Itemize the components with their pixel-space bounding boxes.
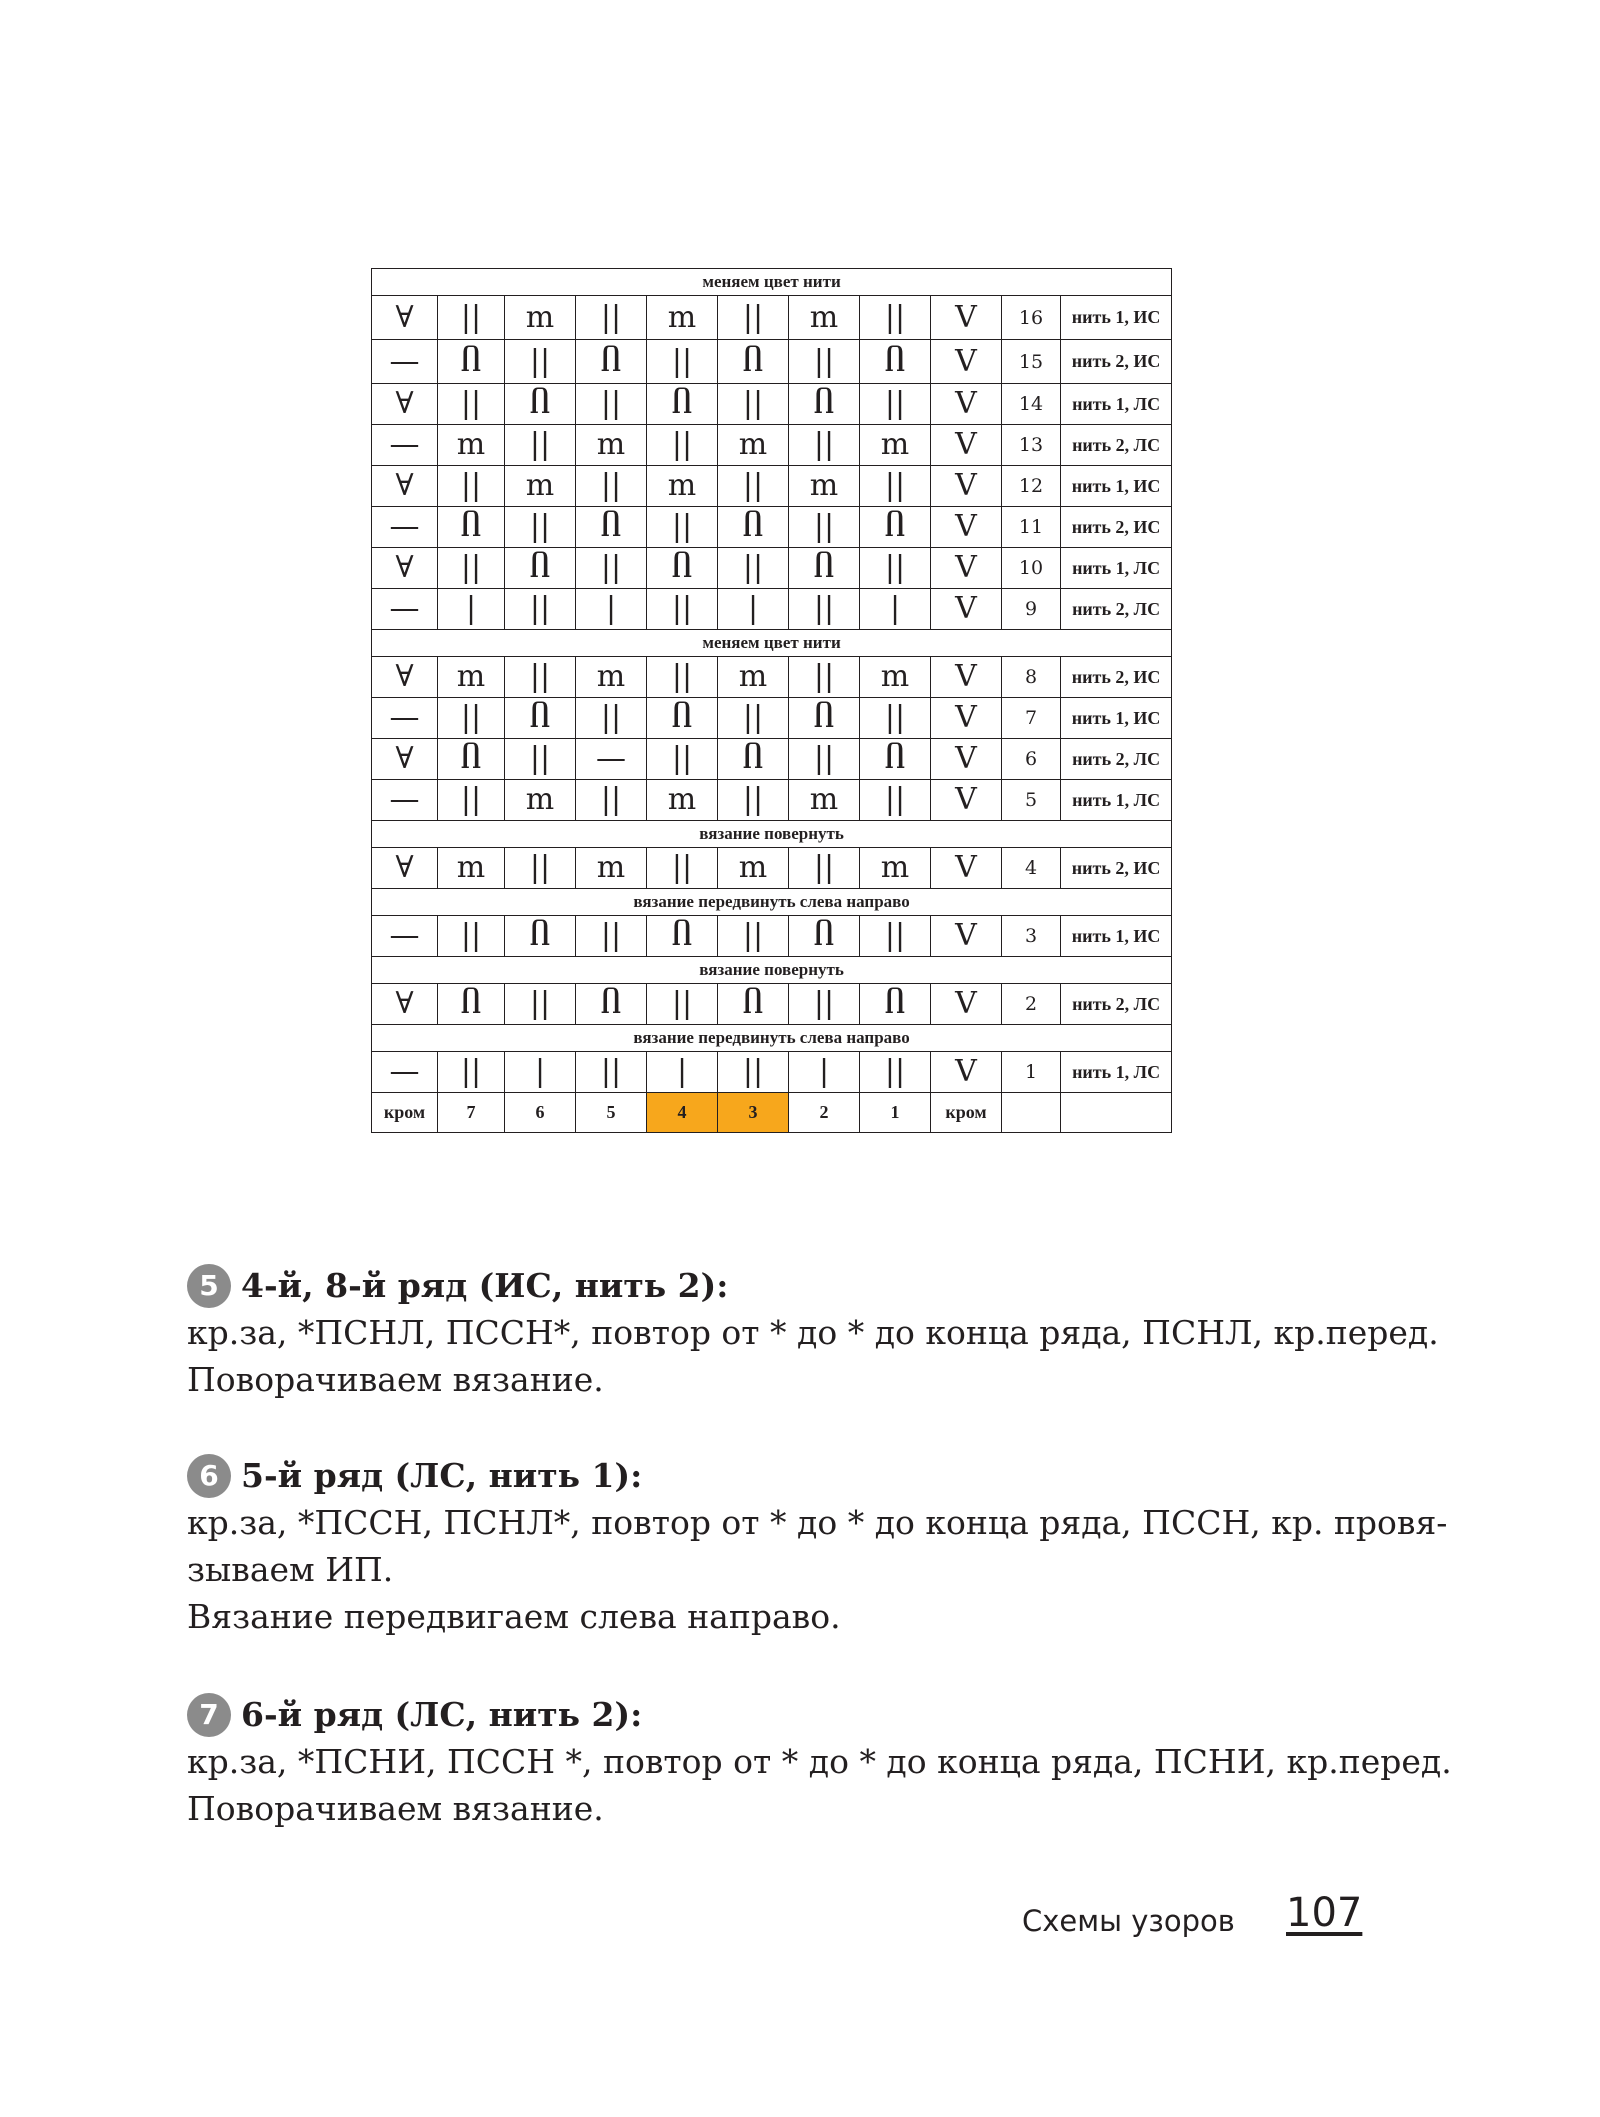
row-label: нить 2, ЛС	[1061, 425, 1172, 466]
chart-note-row	[372, 889, 1172, 916]
stitch-symbol: V	[931, 296, 1002, 340]
stitch-symbol: ∀	[372, 984, 438, 1025]
step-5-line-2: Поворачиваем вязание.	[187, 1360, 604, 1399]
chart-footer-row	[372, 1093, 1172, 1133]
stitch-symbol: ⅿ	[860, 425, 931, 466]
section-title: Схемы узоров	[1022, 1904, 1235, 1938]
stitch-symbol: ∀	[372, 657, 438, 698]
stitch-symbol: ||	[647, 739, 718, 780]
stitch-symbol: Ⴖ	[647, 698, 718, 739]
stitch-symbol: ⅿ	[718, 848, 789, 889]
stitch-symbol: ||	[647, 589, 718, 630]
row-number: 15	[1002, 340, 1061, 384]
stitch-symbol: Ⴖ	[438, 739, 505, 780]
stitch-symbol: V	[931, 507, 1002, 548]
chart-row	[372, 916, 1172, 957]
chart-row	[372, 340, 1172, 384]
chart-row	[372, 984, 1172, 1025]
stitch-symbol: ||	[860, 1052, 931, 1093]
stitch-symbol: Ⴖ	[576, 340, 647, 384]
stitch-symbol: —	[576, 739, 647, 780]
stitch-symbol: Ⴖ	[505, 916, 576, 957]
stitch-symbol: —	[372, 589, 438, 630]
stitch-symbol: ||	[718, 548, 789, 589]
stitch-symbol: ⅿ	[505, 780, 576, 821]
row-number: 12	[1002, 466, 1061, 507]
stitch-symbol: ||	[576, 698, 647, 739]
step-6-heading	[187, 1452, 1387, 1499]
step-5-badge: 5	[187, 1264, 231, 1308]
step-5	[187, 1262, 1439, 1403]
chart-note: меняем цвет нити	[372, 630, 1172, 657]
page-number: 107	[1286, 1890, 1363, 1936]
stitch-symbol: ⅿ	[438, 657, 505, 698]
stitch-symbol: |	[505, 1052, 576, 1093]
stitch-symbol: ||	[438, 466, 505, 507]
stitch-symbol: ||	[438, 384, 505, 425]
row-number: 14	[1002, 384, 1061, 425]
stitch-symbol: ||	[860, 384, 931, 425]
stitch-symbol: ⅿ	[647, 296, 718, 340]
stitch-symbol: ||	[505, 340, 576, 384]
chart-row	[372, 466, 1172, 507]
stitch-symbol: ||	[860, 916, 931, 957]
column-number	[1002, 1093, 1061, 1133]
row-number: 6	[1002, 739, 1061, 780]
stitch-symbol: ⅿ	[789, 780, 860, 821]
chart-note-row	[372, 630, 1172, 657]
stitch-symbol: ||	[647, 340, 718, 384]
stitch-symbol: ||	[718, 916, 789, 957]
stitch-symbol: Ⴖ	[860, 739, 931, 780]
stitch-symbol: ||	[576, 548, 647, 589]
stitch-symbol: ⅿ	[789, 466, 860, 507]
chart-row	[372, 848, 1172, 889]
stitch-symbol: ⅿ	[505, 296, 576, 340]
row-label: нить 1, ИС	[1061, 466, 1172, 507]
row-label: нить 2, ИС	[1061, 340, 1172, 384]
chart-row	[372, 384, 1172, 425]
stitch-symbol: Ⴖ	[576, 984, 647, 1025]
stitch-symbol: ⅿ	[438, 425, 505, 466]
stitch-symbol: ∀	[372, 384, 438, 425]
chart-note-row	[372, 269, 1172, 296]
stitch-symbol: ||	[576, 780, 647, 821]
step-7	[187, 1691, 1452, 1832]
stitch-symbol: Ⴖ	[505, 548, 576, 589]
stitch-symbol: V	[931, 780, 1002, 821]
stitch-symbol: —	[372, 340, 438, 384]
row-label: нить 1, ИС	[1061, 698, 1172, 739]
stitch-symbol: —	[372, 425, 438, 466]
step-6-line-1: кр.за, *ПССН, ПСНЛ*, повтор от * до * до конца ряда, ПССН, кр. провя-	[187, 1503, 1448, 1542]
stitch-symbol: |	[576, 589, 647, 630]
stitch-symbol: Ⴖ	[789, 384, 860, 425]
stitch-symbol: Ⴖ	[505, 384, 576, 425]
column-number: 5	[576, 1093, 647, 1133]
step-5-heading	[187, 1262, 1387, 1309]
stitch-symbol: ⅿ	[718, 425, 789, 466]
stitch-symbol: ||	[789, 848, 860, 889]
chart-row	[372, 1052, 1172, 1093]
row-label: нить 1, ЛС	[1061, 548, 1172, 589]
stitch-symbol: Ⴖ	[438, 507, 505, 548]
stitch-symbol: V	[931, 984, 1002, 1025]
row-label: нить 2, ЛС	[1061, 984, 1172, 1025]
stitch-symbol: ⅿ	[718, 657, 789, 698]
chart-row	[372, 296, 1172, 340]
step-5-line-1: кр.за, *ПСНЛ, ПССН*, повтор от * до * до конца ряда, ПСНЛ, кр.перед.	[187, 1313, 1439, 1352]
stitch-symbol: Ⴖ	[647, 384, 718, 425]
stitch-symbol: —	[372, 698, 438, 739]
stitch-symbol: ||	[438, 1052, 505, 1093]
stitch-symbol: ||	[718, 698, 789, 739]
stitch-symbol: ||	[505, 739, 576, 780]
chart-row	[372, 507, 1172, 548]
chart-note-row	[372, 1025, 1172, 1052]
chart-row	[372, 780, 1172, 821]
stitch-symbol: V	[931, 848, 1002, 889]
row-number: 11	[1002, 507, 1061, 548]
stitch-symbol: V	[931, 1052, 1002, 1093]
stitch-symbol: ||	[718, 384, 789, 425]
stitch-symbol: ||	[505, 589, 576, 630]
column-number: 2	[789, 1093, 860, 1133]
stitch-symbol: Ⴖ	[718, 340, 789, 384]
row-label: нить 2, ИС	[1061, 848, 1172, 889]
chart-note-row	[372, 957, 1172, 984]
stitch-symbol: ||	[576, 296, 647, 340]
stitch-symbol: ⅿ	[438, 848, 505, 889]
stitch-symbol: Ⴖ	[438, 340, 505, 384]
row-number: 9	[1002, 589, 1061, 630]
chart-row	[372, 589, 1172, 630]
stitch-symbol: ⅿ	[576, 848, 647, 889]
stitch-symbol: ||	[718, 1052, 789, 1093]
column-number	[1061, 1093, 1172, 1133]
column-number: 3	[718, 1093, 789, 1133]
stitch-symbol: ⅿ	[576, 425, 647, 466]
stitch-symbol: ||	[647, 657, 718, 698]
stitch-symbol: ||	[576, 916, 647, 957]
step-6-badge: 6	[187, 1454, 231, 1498]
row-label: нить 2, ИС	[1061, 507, 1172, 548]
stitch-symbol: ||	[789, 425, 860, 466]
stitch-symbol: ||	[647, 425, 718, 466]
column-number: 6	[505, 1093, 576, 1133]
stitch-symbol: ⅿ	[576, 657, 647, 698]
stitch-symbol: V	[931, 548, 1002, 589]
stitch-symbol: ∀	[372, 848, 438, 889]
stitch-symbol: ||	[438, 296, 505, 340]
stitch-symbol: ||	[647, 848, 718, 889]
stitch-symbol: ||	[789, 507, 860, 548]
stitch-symbol: ||	[576, 384, 647, 425]
stitch-symbol: |	[789, 1052, 860, 1093]
stitch-symbol: Ⴖ	[647, 548, 718, 589]
stitch-symbol: Ⴖ	[647, 916, 718, 957]
stitch-symbol: ⅿ	[647, 780, 718, 821]
row-label: нить 2, ЛС	[1061, 589, 1172, 630]
step-7-line-1: кр.за, *ПСНИ, ПССН *, повтор от * до * до конца ряда, ПСНИ, кр.перед.	[187, 1742, 1452, 1781]
step-7-title: 6-й ряд (ЛС, нить 2):	[241, 1695, 643, 1734]
stitch-symbol: —	[372, 1052, 438, 1093]
stitch-symbol: V	[931, 657, 1002, 698]
stitch-symbol: ⅿ	[860, 657, 931, 698]
step-7-line-2: Поворачиваем вязание.	[187, 1789, 604, 1828]
stitch-symbol: ||	[860, 296, 931, 340]
stitch-symbol: ||	[438, 548, 505, 589]
stitch-symbol: ||	[576, 466, 647, 507]
row-number: 16	[1002, 296, 1061, 340]
stitch-symbol: ||	[860, 548, 931, 589]
stitch-symbol: ∀	[372, 739, 438, 780]
stitch-symbol: ||	[505, 425, 576, 466]
stitch-symbol: V	[931, 739, 1002, 780]
stitch-symbol: Ⴖ	[438, 984, 505, 1025]
stitch-symbol: ⅿ	[505, 466, 576, 507]
stitch-symbol: Ⴖ	[860, 507, 931, 548]
stitch-symbol: ||	[505, 507, 576, 548]
chart-note: вязание передвинуть слева направо	[372, 889, 1172, 916]
chart-row	[372, 425, 1172, 466]
chart-row	[372, 698, 1172, 739]
stitch-symbol: —	[372, 507, 438, 548]
row-label: нить 1, ИС	[1061, 916, 1172, 957]
chart-note: вязание передвинуть слева направо	[372, 1025, 1172, 1052]
stitch-symbol: Ⴖ	[718, 739, 789, 780]
step-6-line-2: зываем ИП.	[187, 1550, 394, 1589]
step-5-title: 4-й, 8-й ряд (ИС, нить 2):	[241, 1266, 729, 1305]
stitch-symbol: ||	[860, 780, 931, 821]
stitch-symbol: Ⴖ	[576, 507, 647, 548]
stitch-symbol: ||	[505, 984, 576, 1025]
stitch-symbol: —	[372, 916, 438, 957]
stitch-symbol: ⅿ	[860, 848, 931, 889]
stitch-symbol: |	[860, 589, 931, 630]
row-label: нить 2, ЛС	[1061, 739, 1172, 780]
row-number: 4	[1002, 848, 1061, 889]
row-label: нить 1, ЛС	[1061, 780, 1172, 821]
stitch-symbol: Ⴖ	[860, 340, 931, 384]
stitch-symbol: Ⴖ	[789, 916, 860, 957]
chart-note: меняем цвет нити	[372, 269, 1172, 296]
stitch-symbol: ||	[576, 1052, 647, 1093]
stitch-symbol: ||	[718, 296, 789, 340]
chart-note-row	[372, 821, 1172, 848]
row-number: 10	[1002, 548, 1061, 589]
stitch-symbol: V	[931, 425, 1002, 466]
step-7-heading	[187, 1691, 1387, 1738]
stitch-symbol: ||	[505, 657, 576, 698]
row-label: нить 1, ЛС	[1061, 1052, 1172, 1093]
row-number: 2	[1002, 984, 1061, 1025]
step-6-title: 5-й ряд (ЛС, нить 1):	[241, 1456, 643, 1495]
stitch-symbol: ||	[505, 848, 576, 889]
stitch-symbol: V	[931, 384, 1002, 425]
chart-row	[372, 548, 1172, 589]
column-number: кром	[931, 1093, 1002, 1133]
stitch-symbol: V	[931, 340, 1002, 384]
step-6-line-3: Вязание передвигаем слева направо.	[187, 1597, 841, 1636]
stitch-symbol: ||	[789, 984, 860, 1025]
stitch-symbol: ||	[438, 698, 505, 739]
stitch-symbol: V	[931, 698, 1002, 739]
column-number: 1	[860, 1093, 931, 1133]
row-number: 3	[1002, 916, 1061, 957]
stitch-symbol: ∀	[372, 466, 438, 507]
row-number: 5	[1002, 780, 1061, 821]
chart-row	[372, 657, 1172, 698]
stitch-symbol: ||	[438, 780, 505, 821]
stitch-symbol: Ⴖ	[718, 984, 789, 1025]
chart-note: вязание повернуть	[372, 821, 1172, 848]
stitch-symbol: V	[931, 589, 1002, 630]
stitch-symbol: Ⴖ	[789, 548, 860, 589]
column-number: 4	[647, 1093, 718, 1133]
stitch-symbol: ||	[789, 739, 860, 780]
stitch-symbol: —	[372, 780, 438, 821]
stitch-symbol: ||	[789, 657, 860, 698]
stitch-symbol: ||	[789, 340, 860, 384]
row-label: нить 2, ИС	[1061, 657, 1172, 698]
row-number: 7	[1002, 698, 1061, 739]
stitch-symbol: ||	[789, 589, 860, 630]
step-7-badge: 7	[187, 1693, 231, 1737]
stitch-symbol: ∀	[372, 548, 438, 589]
stitch-symbol: Ⴖ	[789, 698, 860, 739]
stitch-symbol: ⅿ	[789, 296, 860, 340]
knitting-chart	[371, 268, 1172, 1133]
stitch-symbol: ∀	[372, 296, 438, 340]
stitch-symbol: ⅿ	[647, 466, 718, 507]
row-number: 13	[1002, 425, 1061, 466]
column-number: кром	[372, 1093, 438, 1133]
stitch-symbol: ||	[860, 466, 931, 507]
stitch-symbol: ||	[647, 507, 718, 548]
row-label: нить 1, ИС	[1061, 296, 1172, 340]
row-label: нить 1, ЛС	[1061, 384, 1172, 425]
chart-row	[372, 739, 1172, 780]
stitch-symbol: |	[647, 1052, 718, 1093]
stitch-symbol: |	[438, 589, 505, 630]
stitch-symbol: Ⴖ	[718, 507, 789, 548]
stitch-symbol: Ⴖ	[505, 698, 576, 739]
row-number: 8	[1002, 657, 1061, 698]
stitch-symbol: ||	[718, 780, 789, 821]
stitch-symbol: ||	[438, 916, 505, 957]
step-6	[187, 1452, 1448, 1640]
row-number: 1	[1002, 1052, 1061, 1093]
stitch-symbol: V	[931, 916, 1002, 957]
stitch-symbol: V	[931, 466, 1002, 507]
stitch-symbol: ||	[718, 466, 789, 507]
stitch-symbol: ||	[860, 698, 931, 739]
stitch-symbol: Ⴖ	[860, 984, 931, 1025]
column-number: 7	[438, 1093, 505, 1133]
chart-note: вязание повернуть	[372, 957, 1172, 984]
stitch-symbol: ||	[647, 984, 718, 1025]
stitch-symbol: |	[718, 589, 789, 630]
